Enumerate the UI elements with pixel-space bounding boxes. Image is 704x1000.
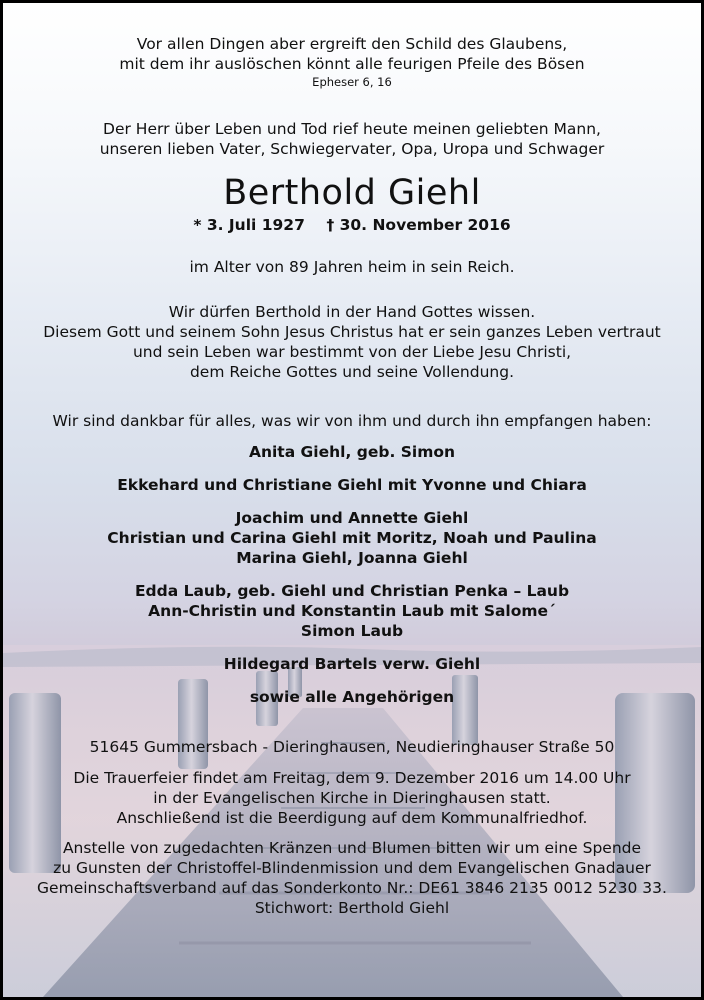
mourner-group [3,431,701,462]
mourner-line: Marina Giehl, Joanna Giehl [236,549,468,567]
obituary-text [3,3,701,918]
faith-line: dem Reiche Gottes und seine Vollendung. [189,363,515,381]
faith-line: und sein Leben war bestimmt von der Liebe Jesu Christi, [132,343,572,361]
family-address: 51645 Gummersbach - Dieringhausen, Neudieringhauser Straße 50 [89,738,615,756]
mourner-line: Joachim und Annette Giehl [235,509,469,527]
mourner-group [3,568,701,641]
announcement-line: Der Herr über Leben und Tod rief heute meinen geliebten Mann, [103,120,601,138]
faith-line: Diesem Gott und seinem Sohn Jesus Christus hat er sein ganzes Leben vertraut [43,323,661,341]
mourner-group [3,462,701,495]
verse-line: mit dem ihr auslöschen könnt alle feurigen Pfeile des Bösen [119,55,585,73]
mourner-line: sowie alle Angehörigen [249,688,455,706]
mourner-group [3,495,701,568]
funeral-line: in der Evangelischen Kirche in Dieringhausen statt. [153,789,551,807]
mourner-line: Christian und Carina Giehl mit Moritz, Noah und Paulina [107,529,597,547]
funeral-info [3,757,701,828]
mourner-line: Edda Laub, geb. Giehl und Christian Penka – Laub [134,582,570,600]
mourner-line: Anita Giehl, geb. Simon [248,443,456,461]
mourner-group [3,641,701,674]
life-dates: * 3. Juli 1927 † 30. November 2016 [193,216,511,234]
verse-reference: Epheser 6, 16 [312,75,392,89]
donation-request [3,828,701,918]
funeral-line: Die Trauerfeier findet am Freitag, dem 9. Dezember 2016 um 14.00 Uhr [73,769,631,787]
age-line: im Alter von 89 Jahren heim in sein Reich. [189,258,515,276]
donation-line: zu Gunsten der Christoffel-Blindenmission und dem Evangelischen Gnadauer [53,859,651,877]
donation-line: Gemeinschaftsverband auf das Sonderkonto Nr.: DE61 3846 2135 0012 5230 33. [37,879,667,897]
mourner-group [3,674,701,707]
mourner-line: Ann-Christin und Konstantin Laub mit Salome´ [148,602,556,620]
deceased-name: Berthold Giehl [223,173,481,213]
thanks-line: Wir sind dankbar für alles, was wir von ihm und durch ihn empfangen haben: [52,412,652,430]
donation-line: Stichwort: Berthold Giehl [254,899,450,917]
mourner-line: Ekkehard und Christiane Giehl mit Yvonne und Chiara [117,476,587,494]
mourner-line: Simon Laub [300,622,404,640]
funeral-line: Anschließend ist die Beerdigung auf dem Kommunalfriedhof. [116,809,588,827]
donation-line: Anstelle von zugedachten Kränzen und Blumen bitten wir um eine Spende [62,839,642,857]
bible-verse [3,3,701,90]
announcement-line: unseren lieben Vater, Schwiegervater, Opa, Uropa und Schwager [99,140,605,158]
mourners-list [3,431,701,707]
announcement [3,90,701,159]
mourner-line: Hildegard Bartels verw. Giehl [223,655,481,673]
verse-line: Vor allen Dingen aber ergreift den Schild des Glaubens, [136,35,568,53]
faith-line: Wir dürfen Berthold in der Hand Gottes wissen. [168,303,536,321]
faith-statement [3,277,701,382]
